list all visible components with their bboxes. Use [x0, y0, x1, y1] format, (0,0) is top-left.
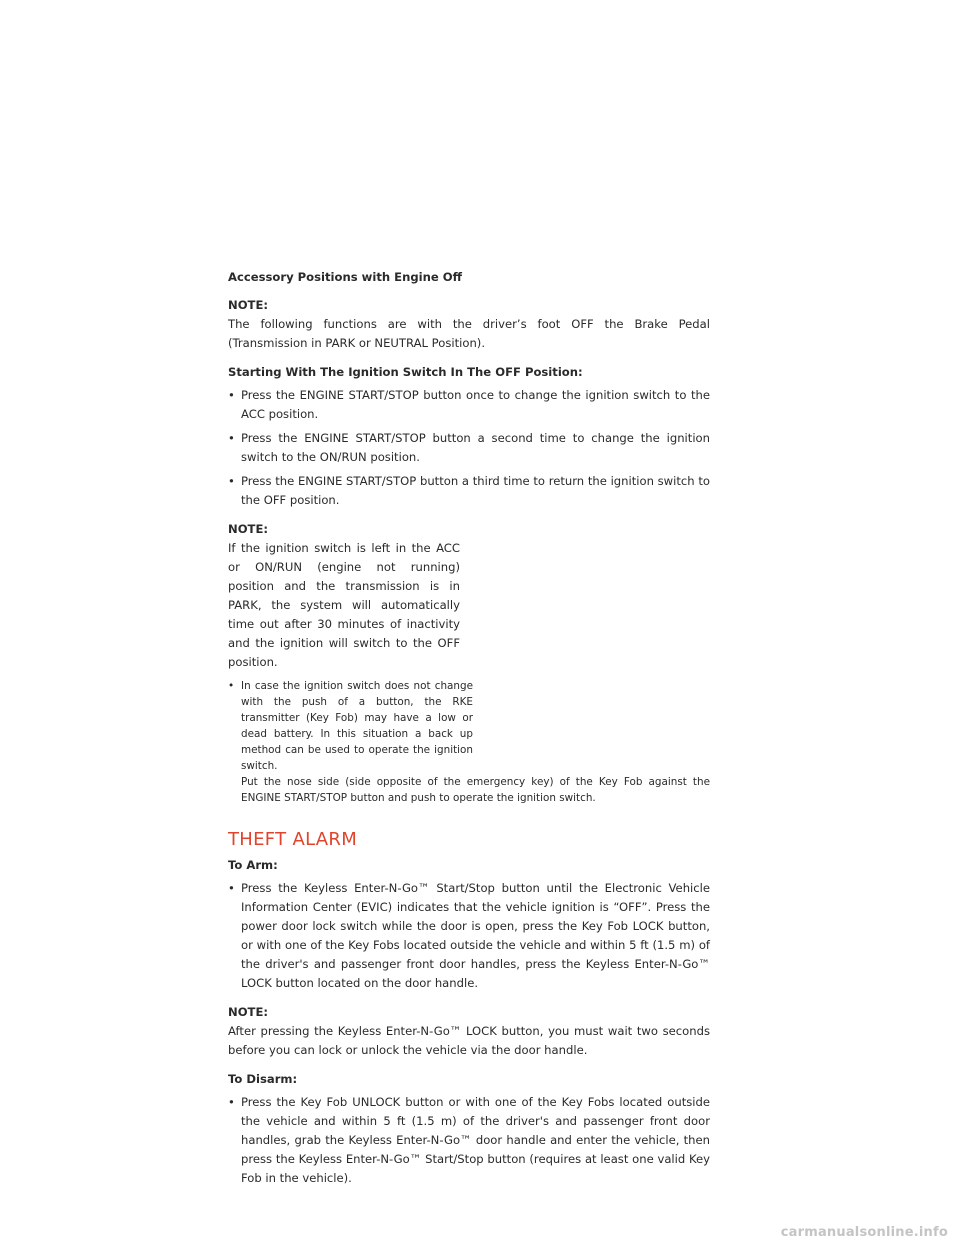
bullet-item: • Press the ENGINE START/STOP button a second time to change the ignition switch to the ON/RUN position. — [228, 431, 710, 464]
note-label: NOTE: — [228, 1005, 269, 1019]
ignition-off-subhead: Starting With The Ignition Switch In The OFF Position: — [228, 365, 583, 379]
watermark-logo: carmanualsonline.info — [780, 1225, 948, 1240]
bullet-item: • Press the ENGINE START/STOP button a third time to return the ignition switch to the OFF position. — [228, 474, 710, 507]
small-bullet-continuation: Put the nose side (side opposite of the emergency key) of the Key Fob against the ENGINE START/STOP button and push to operate the ignition switch. — [241, 776, 710, 804]
note-label: NOTE: — [228, 522, 269, 536]
bullet-item: • Press the Key Fob UNLOCK button or with one of the Key Fobs located outside the vehicle and within 5 ft (1.5 m) of the driver's and passenger front door handles, grab the Keyless Enter-N-Go™ door handle and enter the vehicle, then press the Keyless Enter-N-Go™ Start/Stop button (requires at least one valid Key Fob in the vehicle). — [228, 1095, 710, 1185]
accessory-heading: Accessory Positions with Engine Off — [228, 270, 463, 284]
note-text: After pressing the Keyless Enter-N-Go™ LOCK button, you must wait two seconds before you can lock or unlock the vehicle via the door handle. — [228, 1024, 710, 1057]
to-disarm-label: To Disarm: — [228, 1072, 298, 1086]
note-text: If the ignition switch is left in the ACC or ON/RUN (engine not running) position and the transmission is in PARK, the system will automatically time out after 30 minutes of inactivity and the ignition will switch to the OFF position. — [228, 541, 460, 669]
small-bullet-item: • In case the ignition switch does not change with the push of a button, the RKE transmitter (Key Fob) may have a low or dead battery. In this situation a back up method can be used to operate the ignition switch. — [228, 680, 473, 772]
to-arm-label: To Arm: — [228, 858, 278, 872]
manual-page — [228, 268, 710, 1188]
theft-alarm-title: THEFT ALARM — [228, 829, 358, 850]
bullet-item: • Press the ENGINE START/STOP button once to change the ignition switch to the ACC position. — [228, 388, 710, 421]
note-label: NOTE: — [228, 298, 269, 312]
bullet-item: • Press the Keyless Enter-N-Go™ Start/Stop button until the Electronic Vehicle Information Center (EVIC) indicates that the vehicle ignition is “OFF”. Press the power door lock switch while the door is open, press the Key Fob LOCK button, or with one of the Key Fobs located outside the vehicle and within 5 ft (1.5 m) of the driver's and passenger front door handles, press the Keyless Enter-N-Go™ LOCK button located on the door handle. — [228, 881, 710, 990]
note-text: The following functions are with the driver’s foot OFF the Brake Pedal (Transmission in PARK or NEUTRAL Position). — [228, 317, 710, 350]
